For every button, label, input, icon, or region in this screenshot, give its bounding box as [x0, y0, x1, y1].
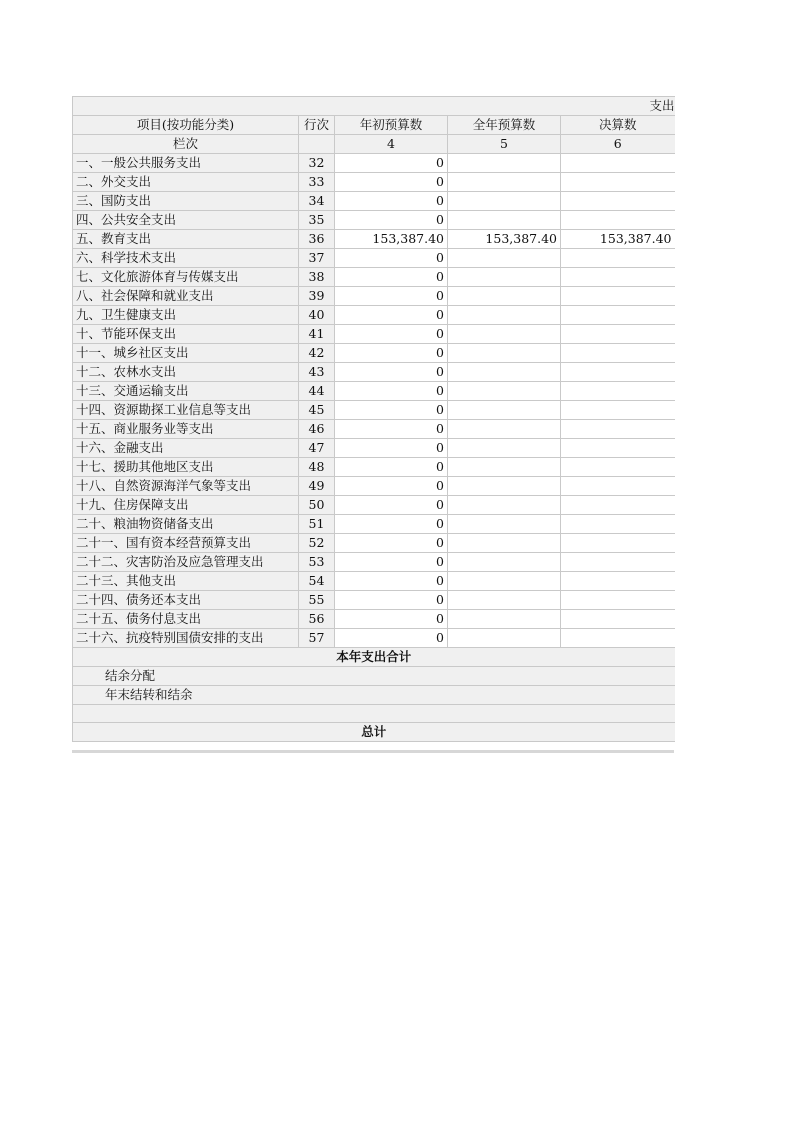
- table-row: [73, 211, 675, 230]
- grand-total-row-label: 总计: [73, 723, 675, 742]
- row-number: 37: [299, 249, 335, 268]
- table-row: [73, 249, 675, 268]
- row-initial-budget-cell[interactable]: 0: [335, 268, 448, 287]
- column-number-row: [73, 135, 675, 154]
- row-final-accounts-cell[interactable]: [561, 325, 675, 344]
- row-full-year-budget-cell[interactable]: [448, 496, 561, 515]
- row-final-accounts-cell[interactable]: [561, 344, 675, 363]
- column-final-accounts: 6: [561, 135, 675, 154]
- row-final-accounts-cell[interactable]: [561, 306, 675, 325]
- row-initial-budget-cell[interactable]: 0: [335, 306, 448, 325]
- row-number: 40: [299, 306, 335, 325]
- row-full-year-budget-cell[interactable]: [448, 268, 561, 287]
- row-full-year-budget-cell[interactable]: [448, 211, 561, 230]
- row-item-label: 二十五、债务付息支出: [73, 610, 299, 629]
- row-full-year-budget-cell[interactable]: [448, 249, 561, 268]
- row-full-year-budget-cell[interactable]: [448, 192, 561, 211]
- row-initial-budget-cell[interactable]: 0: [335, 496, 448, 515]
- header-final-accounts: 决算数: [561, 116, 675, 135]
- row-item-label: 五、教育支出: [73, 230, 299, 249]
- row-item-label: 十九、住房保障支出: [73, 496, 299, 515]
- row-item-label: 十二、农林水支出: [73, 363, 299, 382]
- row-final-accounts-cell[interactable]: [561, 572, 675, 591]
- table-row: [73, 268, 675, 287]
- row-item-label: 二十四、债务还本支出: [73, 591, 299, 610]
- row-number: 39: [299, 287, 335, 306]
- header-row-no: 行次: [299, 116, 335, 135]
- row-number: 49: [299, 477, 335, 496]
- row-number: 56: [299, 610, 335, 629]
- blank-row: [73, 705, 675, 723]
- row-number: 36: [299, 230, 335, 249]
- expenditure-table: [72, 96, 675, 742]
- row-full-year-budget-cell[interactable]: [448, 515, 561, 534]
- year-end-carryover-row-label: 年末结转和结余: [73, 686, 675, 705]
- row-full-year-budget-cell[interactable]: [448, 629, 561, 648]
- row-initial-budget-cell[interactable]: 0: [335, 515, 448, 534]
- row-final-accounts-cell[interactable]: [561, 154, 675, 173]
- row-final-accounts-cell[interactable]: [561, 534, 675, 553]
- row-initial-budget-cell[interactable]: 153,387.40: [335, 230, 448, 249]
- row-number: 41: [299, 325, 335, 344]
- row-number: 51: [299, 515, 335, 534]
- row-full-year-budget-cell[interactable]: [448, 439, 561, 458]
- table-row: [73, 477, 675, 496]
- row-number: 43: [299, 363, 335, 382]
- table-row: [73, 192, 675, 211]
- row-initial-budget-cell[interactable]: 0: [335, 439, 448, 458]
- row-item-label: 六、科学技术支出: [73, 249, 299, 268]
- row-final-accounts-cell[interactable]: [561, 363, 675, 382]
- grand-total-row: [73, 723, 675, 742]
- row-item-label: 四、公共安全支出: [73, 211, 299, 230]
- row-initial-budget-cell[interactable]: 0: [335, 154, 448, 173]
- row-full-year-budget-cell[interactable]: 153,387.40: [448, 230, 561, 249]
- row-initial-budget-cell[interactable]: 0: [335, 287, 448, 306]
- table-row: [73, 325, 675, 344]
- row-final-accounts-cell[interactable]: [561, 173, 675, 192]
- table-row: [73, 382, 675, 401]
- row-final-accounts-cell[interactable]: [561, 458, 675, 477]
- row-number: 35: [299, 211, 335, 230]
- row-number: 57: [299, 629, 335, 648]
- row-final-accounts-cell[interactable]: [561, 287, 675, 306]
- row-item-label: 一、一般公共服务支出: [73, 154, 299, 173]
- year-end-carryover-row: [73, 686, 675, 705]
- column-initial-budget: 4: [335, 135, 448, 154]
- row-initial-budget-cell[interactable]: 0: [335, 382, 448, 401]
- row-final-accounts-cell[interactable]: [561, 420, 675, 439]
- table-row: [73, 610, 675, 629]
- row-initial-budget-cell[interactable]: 0: [335, 629, 448, 648]
- row-full-year-budget-cell[interactable]: [448, 477, 561, 496]
- table-row: [73, 534, 675, 553]
- row-number: 33: [299, 173, 335, 192]
- table-row: [73, 458, 675, 477]
- header-initial-budget: 年初预算数: [335, 116, 448, 135]
- row-item-label: 十、节能环保支出: [73, 325, 299, 344]
- row-number: 42: [299, 344, 335, 363]
- header-item: 项目(按功能分类): [73, 116, 299, 135]
- table-title-fragment: 支出: [73, 97, 675, 116]
- row-item-label: 十三、交通运输支出: [73, 382, 299, 401]
- table-row: [73, 439, 675, 458]
- row-initial-budget-cell[interactable]: 0: [335, 553, 448, 572]
- row-number: 34: [299, 192, 335, 211]
- header-row: [73, 116, 675, 135]
- table-row: [73, 591, 675, 610]
- row-item-label: 三、国防支出: [73, 192, 299, 211]
- row-item-label: 二十三、其他支出: [73, 572, 299, 591]
- row-initial-budget-cell[interactable]: 0: [335, 249, 448, 268]
- row-item-label: 二十一、国有资本经营预算支出: [73, 534, 299, 553]
- row-item-label: 二、外交支出: [73, 173, 299, 192]
- row-final-accounts-cell[interactable]: [561, 629, 675, 648]
- total-expenditure-row-label: 本年支出合计: [73, 648, 675, 667]
- row-item-label: 二十、粮油物资储备支出: [73, 515, 299, 534]
- row-number: 53: [299, 553, 335, 572]
- row-number: 47: [299, 439, 335, 458]
- row-number: 32: [299, 154, 335, 173]
- row-number: 52: [299, 534, 335, 553]
- row-final-accounts-cell[interactable]: [561, 249, 675, 268]
- blank-row-label: [73, 705, 675, 723]
- row-full-year-budget-cell[interactable]: [448, 458, 561, 477]
- row-final-accounts-cell[interactable]: [561, 211, 675, 230]
- row-item-label: 十四、资源勘探工业信息等支出: [73, 401, 299, 420]
- surplus-distribution-row: [73, 667, 675, 686]
- surplus-distribution-row-label: 结余分配: [73, 667, 675, 686]
- row-initial-budget-cell[interactable]: 0: [335, 325, 448, 344]
- row-final-accounts-cell[interactable]: [561, 591, 675, 610]
- row-final-accounts-cell[interactable]: [561, 477, 675, 496]
- row-full-year-budget-cell[interactable]: [448, 591, 561, 610]
- table-row: [73, 363, 675, 382]
- row-item-label: 十七、援助其他地区支出: [73, 458, 299, 477]
- row-full-year-budget-cell[interactable]: [448, 173, 561, 192]
- table-row: [73, 173, 675, 192]
- table-row: [73, 553, 675, 572]
- row-initial-budget-cell[interactable]: 0: [335, 401, 448, 420]
- row-initial-budget-cell[interactable]: 0: [335, 458, 448, 477]
- row-full-year-budget-cell[interactable]: [448, 363, 561, 382]
- row-final-accounts-cell[interactable]: [561, 268, 675, 287]
- row-full-year-budget-cell[interactable]: [448, 154, 561, 173]
- row-full-year-budget-cell[interactable]: [448, 382, 561, 401]
- row-full-year-budget-cell[interactable]: [448, 287, 561, 306]
- row-number: 50: [299, 496, 335, 515]
- row-number: 55: [299, 591, 335, 610]
- row-item-label: 十八、自然资源海洋气象等支出: [73, 477, 299, 496]
- table-row: [73, 420, 675, 439]
- row-initial-budget-cell[interactable]: 0: [335, 591, 448, 610]
- table-row: [73, 515, 675, 534]
- row-full-year-budget-cell[interactable]: [448, 344, 561, 363]
- row-item-label: 七、文化旅游体育与传媒支出: [73, 268, 299, 287]
- table-row: [73, 401, 675, 420]
- expenditure-table-sheet: [72, 96, 674, 742]
- row-initial-budget-cell[interactable]: 0: [335, 610, 448, 629]
- row-full-year-budget-cell[interactable]: [448, 306, 561, 325]
- row-number: 45: [299, 401, 335, 420]
- row-final-accounts-cell[interactable]: [561, 401, 675, 420]
- row-initial-budget-cell[interactable]: 0: [335, 477, 448, 496]
- header-full-year-budget: 全年预算数: [448, 116, 561, 135]
- row-full-year-budget-cell[interactable]: [448, 534, 561, 553]
- table-row: [73, 572, 675, 591]
- table-row: [73, 306, 675, 325]
- title-row: [73, 97, 675, 116]
- row-full-year-budget-cell[interactable]: [448, 572, 561, 591]
- row-full-year-budget-cell[interactable]: [448, 401, 561, 420]
- row-final-accounts-cell[interactable]: [561, 496, 675, 515]
- row-initial-budget-cell[interactable]: 0: [335, 420, 448, 439]
- row-item-label: 九、卫生健康支出: [73, 306, 299, 325]
- row-item-label: 二十六、抗疫特别国债安排的支出: [73, 629, 299, 648]
- row-final-accounts-cell[interactable]: [561, 382, 675, 401]
- row-item-label: 十五、商业服务业等支出: [73, 420, 299, 439]
- table-row: [73, 230, 675, 249]
- row-final-accounts-cell[interactable]: [561, 553, 675, 572]
- table-bottom-border: [72, 750, 674, 753]
- row-initial-budget-cell[interactable]: 0: [335, 173, 448, 192]
- table-row: [73, 629, 675, 648]
- row-initial-budget-cell[interactable]: 0: [335, 363, 448, 382]
- row-full-year-budget-cell[interactable]: [448, 553, 561, 572]
- row-full-year-budget-cell[interactable]: [448, 420, 561, 439]
- table-row: [73, 344, 675, 363]
- row-final-accounts-cell[interactable]: 153,387.40: [561, 230, 675, 249]
- row-initial-budget-cell[interactable]: 0: [335, 572, 448, 591]
- row-final-accounts-cell[interactable]: [561, 439, 675, 458]
- total-expenditure-row: [73, 648, 675, 667]
- table-row: [73, 496, 675, 515]
- row-number: 38: [299, 268, 335, 287]
- row-final-accounts-cell[interactable]: [561, 515, 675, 534]
- row-final-accounts-cell[interactable]: [561, 610, 675, 629]
- row-initial-budget-cell[interactable]: 0: [335, 344, 448, 363]
- row-item-label: 二十二、灾害防治及应急管理支出: [73, 553, 299, 572]
- column-label: 栏次: [73, 135, 299, 154]
- table-row: [73, 154, 675, 173]
- row-full-year-budget-cell[interactable]: [448, 325, 561, 344]
- column-full-year-budget: 5: [448, 135, 561, 154]
- row-number: 44: [299, 382, 335, 401]
- row-final-accounts-cell[interactable]: [561, 192, 675, 211]
- row-number: 46: [299, 420, 335, 439]
- row-item-label: 十一、城乡社区支出: [73, 344, 299, 363]
- row-number: 54: [299, 572, 335, 591]
- row-full-year-budget-cell[interactable]: [448, 610, 561, 629]
- row-initial-budget-cell[interactable]: 0: [335, 211, 448, 230]
- column-row-no: [299, 135, 335, 154]
- row-item-label: 十六、金融支出: [73, 439, 299, 458]
- row-item-label: 八、社会保障和就业支出: [73, 287, 299, 306]
- row-initial-budget-cell[interactable]: 0: [335, 192, 448, 211]
- row-initial-budget-cell[interactable]: 0: [335, 534, 448, 553]
- table-row: [73, 287, 675, 306]
- row-number: 48: [299, 458, 335, 477]
